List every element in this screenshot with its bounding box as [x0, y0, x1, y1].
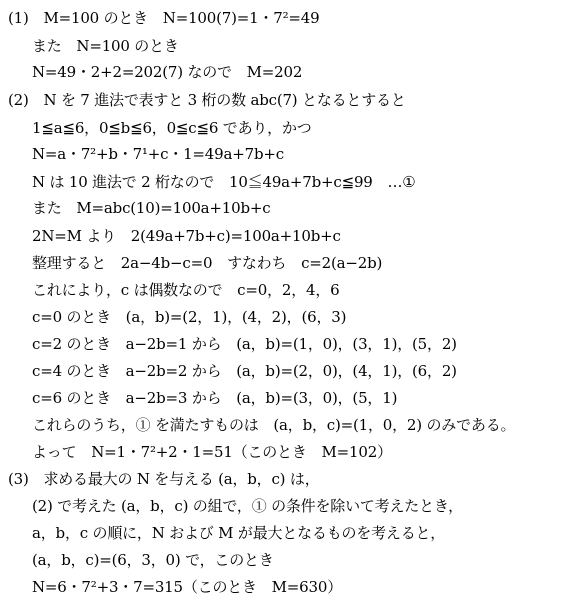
part-3-line-3: a，b，c の順に，N および M が最大となるものを考えると，	[32, 524, 446, 542]
part-1-line-2: また N=100 のとき	[32, 37, 179, 55]
part-2-line-1: (2) N を 7 進法で表すと 3 桁の数 abc(7) となるとすると	[8, 91, 406, 109]
part-3-line-5: N=6・7²+3・7=315（このとき M=630）	[32, 578, 343, 596]
part-1-line-1: (1) M=100 のとき N=100(7)=1・7²=49	[8, 9, 320, 27]
part-3-line-1: (3) 求める最大の N を与える (a，b，c) は，	[8, 470, 320, 488]
part-2-line-13: これらのうち，① を満たすものは (a，b，c)=(1，0，2) のみである。	[32, 416, 516, 434]
part-2-line-8: これにより，c は偶数なので c=0，2，4，6	[32, 281, 340, 299]
part-2-line-2: 1≦a≦6，0≦b≦6，0≦c≦6 であり，かつ	[32, 119, 312, 137]
part-2-line-10: c=2 のとき a−2b=1 から (a，b)=(1，0)，(3，1)，(5，2)	[32, 335, 457, 353]
part-2-line-5: また M=abc(10)=100a+10b+c	[32, 199, 271, 217]
part-2-line-7: 整理すると 2a−4b−c=0 すなわち c=2(a−2b)	[32, 254, 383, 272]
part-3-line-2: (2) で考えた (a，b，c) の組で，① の条件を除いて考えたとき，	[32, 497, 463, 515]
part-2-line-14: よって N=1・7²+2・1=51（このとき M=102）	[32, 443, 392, 461]
part-2-line-3: N=a・7²+b・7¹+c・1=49a+7b+c	[32, 145, 284, 163]
part-2-line-6: 2N=M より 2(49a+7b+c)=100a+10b+c	[32, 227, 341, 245]
part-1-line-3: N=49・2+2=202(7) なので M=202	[32, 63, 303, 81]
part-3-line-4: (a，b，c)=(6，3，0) で，このとき	[32, 551, 274, 569]
part-2-line-9: c=0 のとき (a，b)=(2，1)，(4，2)，(6，3)	[32, 308, 347, 326]
part-2-line-4: N は 10 進法で 2 桁なので 10≦49a+7b+c≦99 …①	[32, 173, 416, 191]
part-2-line-11: c=4 のとき a−2b=2 から (a，b)=(2，0)，(4，1)，(6，2)	[32, 362, 457, 380]
part-2-line-12: c=6 のとき a−2b=3 から (a，b)=(3，0)，(5，1)	[32, 389, 398, 407]
